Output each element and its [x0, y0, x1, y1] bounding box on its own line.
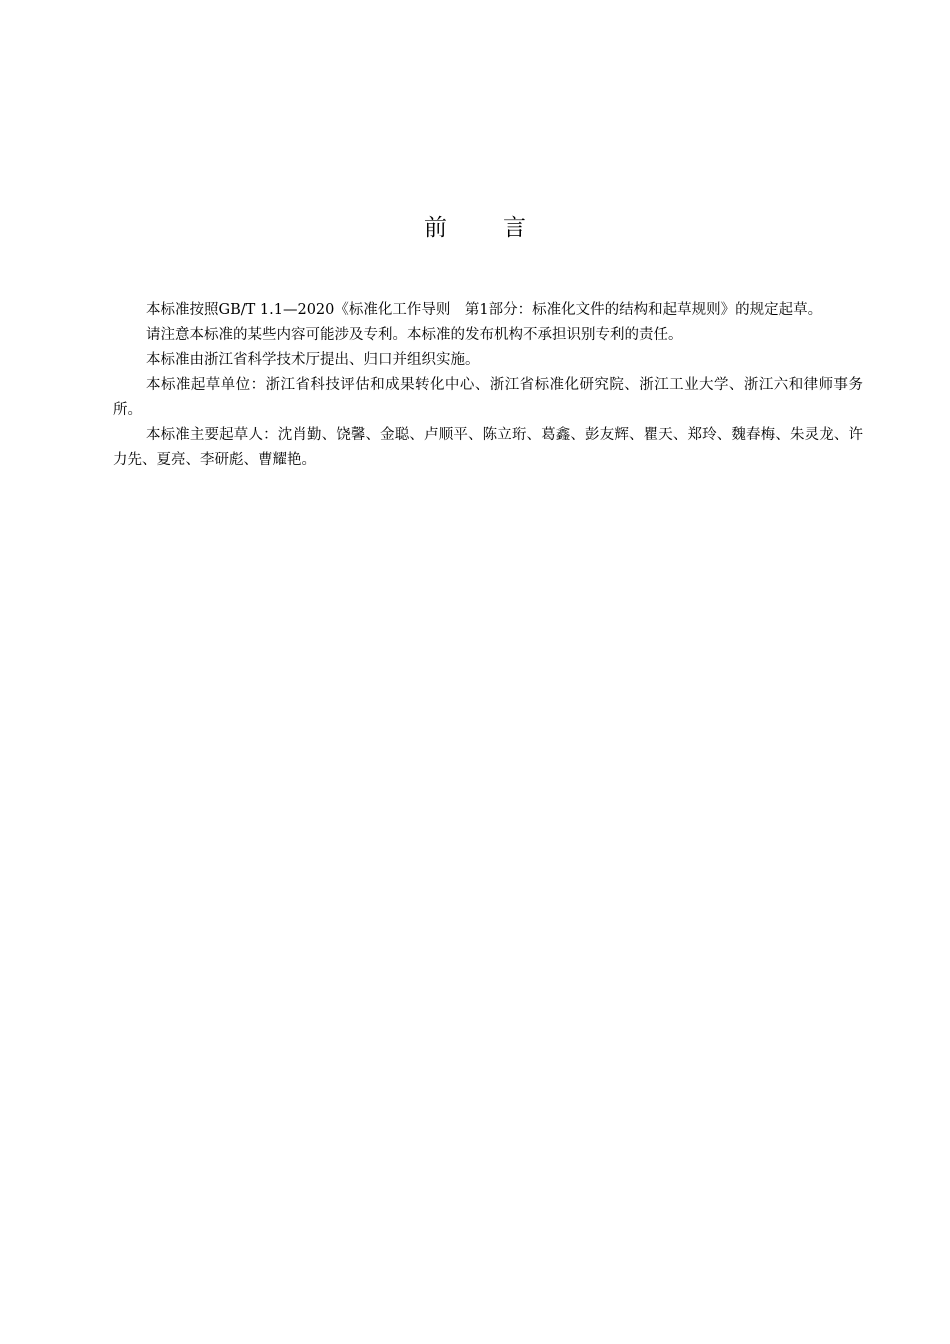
paragraph-drafting-rules: 本标准按照GB/T 1.1—2020《标准化工作导则 第1部分：标准化文件的结构和起草规则》的规定起草。: [146, 302, 823, 318]
paragraph-proposer: 本标准由浙江省科学技术厅提出、归口并组织实施。: [146, 352, 480, 368]
paragraph-drafting-units: 本标准起草单位：浙江省科技评估和成果转化中心、浙江省标准化研究院、浙江工业大学、浙江六和律师事务所。: [113, 377, 863, 418]
page-heading: [0, 212, 950, 244]
paragraph-patent-notice: 请注意本标准的某些内容可能涉及专利。本标准的发布机构不承担识别专利的责任。: [146, 327, 683, 343]
heading-char-1: 前: [424, 215, 447, 241]
paragraph-drafters: 本标准主要起草人：沈肖勤、饶馨、金聪、卢顺平、陈立珩、葛鑫、彭友辉、瞿天、郑玲、魏春梅、朱灵龙、许力先、夏亮、李研彪、曹耀艳。: [113, 427, 863, 468]
foreword-body: [113, 298, 863, 473]
heading-char-2: 言: [503, 215, 526, 241]
